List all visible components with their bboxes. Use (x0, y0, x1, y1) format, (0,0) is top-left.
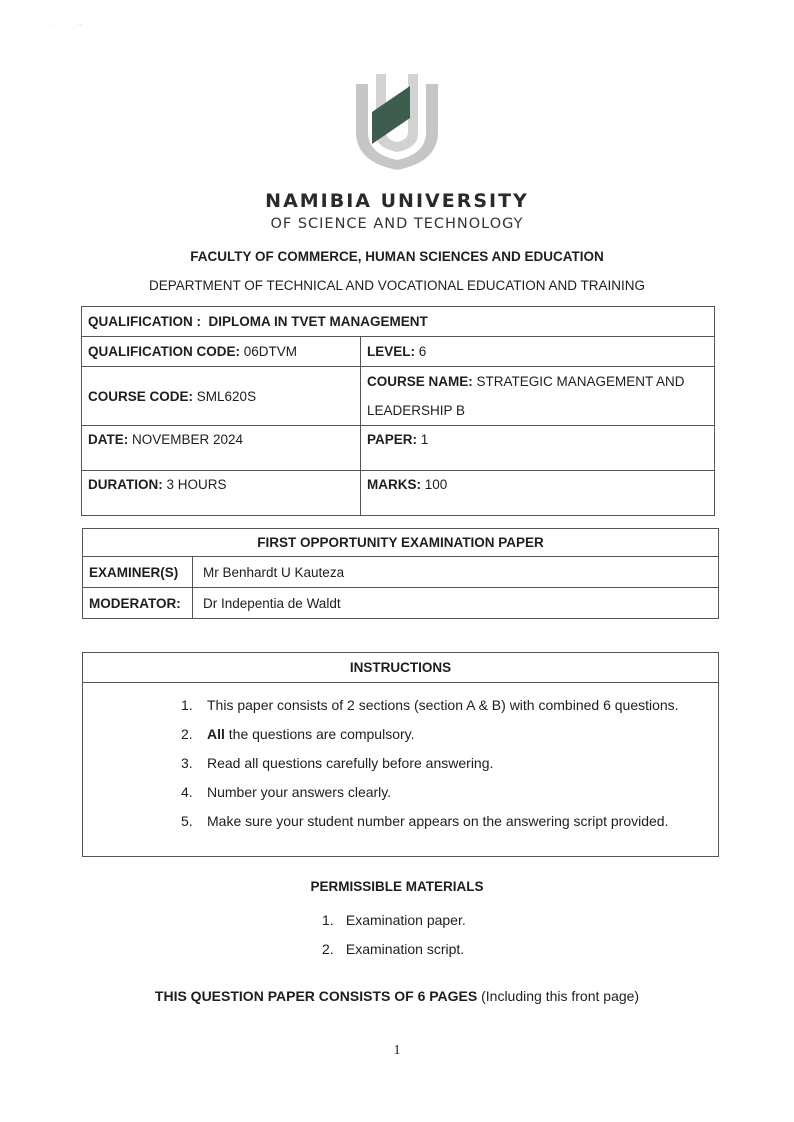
course-name-cell (361, 367, 715, 426)
course-code-value: SML620S (196, 388, 257, 404)
moderator-label: MODERATOR: (83, 588, 193, 619)
course-name-label: COURSE NAME: (367, 374, 473, 389)
instruction-item: 3. Read all questions carefully before answering. (181, 755, 494, 771)
nust-shield-logo-icon (352, 70, 442, 172)
page-number: 1 (393, 1043, 401, 1058)
material-item: 2. Examination script. (322, 941, 465, 957)
qualification-code-value: 06DTVM (243, 344, 298, 359)
scan-artifact: · ·· (52, 22, 82, 28)
course-code-label: COURSE CODE: (88, 388, 194, 404)
instructions-list (83, 691, 718, 836)
qualification-value: DIPLOMA IN TVET MANAGEMENT (208, 314, 428, 329)
instruction-item: 1. This paper consists of 2 sections (section A & B) with combined 6 questions. (181, 697, 679, 713)
duration-label: DURATION: (88, 477, 163, 492)
examination-title: FIRST OPPORTUNITY EXAMINATION PAPER (83, 529, 719, 557)
paper-label: PAPER: (367, 432, 418, 447)
date-cell (82, 426, 361, 471)
page-count-note (0, 988, 794, 1004)
paper-value: 1 (420, 432, 429, 447)
qualification-cell (82, 307, 715, 337)
faculty-heading: FACULTY OF COMMERCE, HUMAN SCIENCES AND EDUCATION (190, 249, 604, 264)
instructions-title: INSTRUCTIONS (83, 653, 719, 683)
examiner-value: Mr Benhardt U Kauteza (193, 557, 719, 588)
date-value: NOVEMBER 2024 (132, 432, 244, 447)
course-name-value-line1: STRATEGIC MANAGEMENT AND (476, 374, 685, 389)
instruction-item: 5. Make sure your student number appears on the answering script provided. (181, 813, 669, 829)
duration-value: 3 HOURS (166, 477, 227, 492)
instruction-item: 2. All the questions are compulsory. (181, 726, 415, 742)
level-label: LEVEL: (367, 344, 416, 359)
university-subtitle: OF SCIENCE AND TECHNOLOGY (270, 216, 524, 232)
page-count-parenthetical: (Including this front page) (477, 988, 640, 1004)
moderator-value: Dr Indepentia de Waldt (193, 588, 719, 619)
qualification-label: QUALIFICATION : (88, 314, 201, 329)
permissible-materials-list (322, 906, 466, 964)
university-name: NAMIBIA UNIVERSITY (265, 190, 529, 212)
examination-table (82, 528, 719, 619)
material-item: 1. Examination paper. (322, 912, 466, 928)
level-cell (361, 337, 715, 367)
instruction-item: 4. Number your answers clearly. (181, 784, 392, 800)
qualification-code-cell (82, 337, 361, 367)
level-value: 6 (418, 344, 427, 359)
date-label: DATE: (88, 432, 129, 447)
permissible-materials-title: PERMISSIBLE MATERIALS (310, 879, 484, 894)
instructions-body (83, 683, 719, 857)
instructions-table (82, 652, 719, 857)
examiner-label: EXAMINER(S) (83, 557, 193, 588)
marks-value: 100 (424, 477, 448, 492)
paper-cell (361, 426, 715, 471)
marks-label: MARKS: (367, 477, 421, 492)
marks-cell (361, 471, 715, 516)
course-info-table (81, 306, 715, 516)
course-name-value-line2: LEADERSHIP B (367, 403, 466, 418)
duration-cell (82, 471, 361, 516)
page-count-bold: THIS QUESTION PAPER CONSISTS OF 6 PAGES (154, 988, 478, 1004)
department-heading: DEPARTMENT OF TECHNICAL AND VOCATIONAL EDUCATION AND TRAINING (148, 278, 646, 293)
qualification-code-label: QUALIFICATION CODE: (88, 344, 240, 359)
course-code-cell (82, 367, 361, 426)
